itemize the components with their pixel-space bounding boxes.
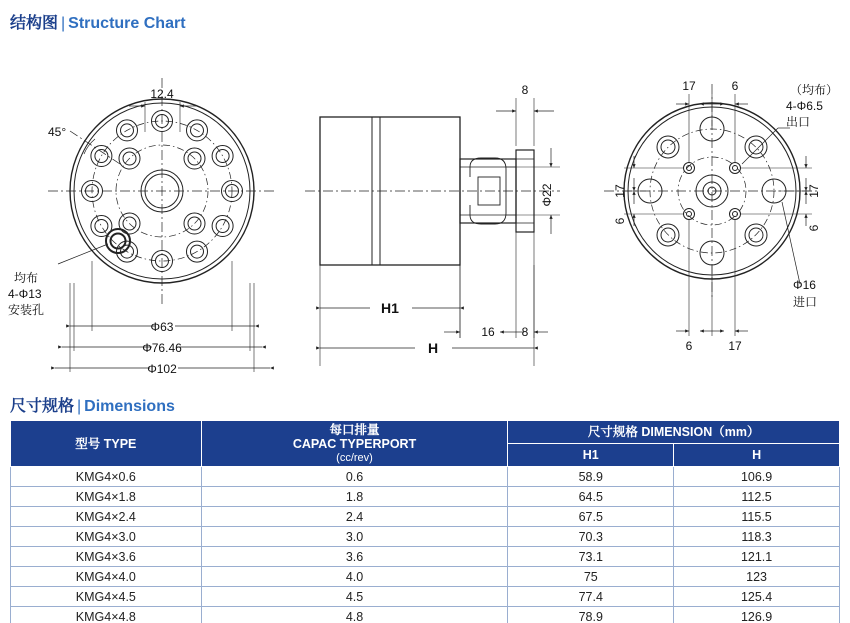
header-capacity (201, 421, 508, 467)
header-capacity-cn: 每口排量 (329, 423, 380, 437)
dimensions-heading-en: Dimensions (84, 398, 175, 415)
cell-h1: 77.4 (508, 587, 674, 607)
cell-capacity: 3.6 (201, 547, 508, 567)
side-dim-h1: H1 (381, 300, 399, 316)
cell-h1: 64.5 (508, 487, 674, 507)
side-dim-8-top: 8 (521, 83, 529, 97)
table-body (11, 467, 840, 623)
cell-type: KMG4×3.6 (11, 547, 202, 567)
table-row (11, 567, 840, 587)
rear-inlet-dim-phi16: Φ16 (793, 278, 816, 292)
header-capacity-unit: (cc/rev) (336, 451, 373, 464)
header-type-cn: 型号 (75, 436, 101, 451)
table-row (11, 527, 840, 547)
rear-note-outlet: 出口 (786, 115, 811, 129)
table-row (11, 587, 840, 607)
cell-capacity: 1.8 (201, 487, 508, 507)
front-note-mount-hole: 安装孔 (8, 303, 45, 317)
header-h: H (674, 444, 840, 467)
cell-type: KMG4×4.0 (11, 567, 202, 587)
dimensions-table (10, 420, 840, 623)
header-dimension-unit: （mm） (712, 424, 760, 439)
front-dim-phi7646: Φ76.46 (142, 341, 182, 355)
technical-drawing (0, 36, 850, 386)
front-note-4-phi13: 4-Φ13 (8, 287, 42, 301)
front-top-dim-12-4: 12.4 (150, 87, 174, 101)
rear-top-dim-6: 6 (731, 79, 739, 93)
table-row (11, 487, 840, 507)
header-dimension-cn: 尺寸规格 (587, 424, 638, 439)
table-row (11, 467, 840, 487)
structure-chart-heading (10, 10, 186, 33)
cell-type: KMG4×1.8 (11, 487, 202, 507)
dimensions-heading (10, 393, 175, 416)
cell-capacity: 3.0 (201, 527, 508, 547)
front-dim-phi63: Φ63 (150, 320, 174, 334)
cell-h: 106.9 (674, 467, 840, 487)
side-dim-16: 16 (481, 325, 495, 339)
cell-type: KMG4×0.6 (11, 467, 202, 487)
table-row (11, 547, 840, 567)
cell-h1: 78.9 (508, 607, 674, 623)
cell-h: 126.9 (674, 607, 840, 623)
rear-bottom-dim-17: 17 (728, 339, 742, 353)
table-row (11, 607, 840, 623)
cell-h: 123 (674, 567, 840, 587)
dimensions-heading-cn: 尺寸规格 (10, 398, 75, 415)
rear-top-dim-17: 17 (682, 79, 696, 93)
header-type (11, 421, 202, 467)
cell-h1: 67.5 (508, 507, 674, 527)
header-capacity-en: CAPAC TYPERPORT (292, 437, 417, 452)
cell-type: KMG4×4.8 (11, 607, 202, 623)
cell-h1: 73.1 (508, 547, 674, 567)
cell-capacity: 4.0 (201, 567, 508, 587)
cell-h1: 58.9 (508, 467, 674, 487)
table-header-row-top (11, 421, 840, 444)
cell-capacity: 4.5 (201, 587, 508, 607)
heading-separator-2: | (77, 398, 82, 415)
cell-h1: 70.3 (508, 527, 674, 547)
rear-note-junbu: （均布） (790, 83, 839, 97)
cell-h: 112.5 (674, 487, 840, 507)
rear-right-dim-6: 6 (807, 224, 821, 232)
table-row (11, 507, 840, 527)
cell-capacity: 0.6 (201, 467, 508, 487)
cell-type: KMG4×4.5 (11, 587, 202, 607)
rear-note-4-phi65: 4-Φ6.5 (786, 99, 823, 113)
rear-bottom-dim-6: 6 (685, 339, 693, 353)
side-dim-phi22: Φ22 (540, 183, 554, 207)
heading-separator: | (61, 15, 66, 32)
cell-h: 115.5 (674, 507, 840, 527)
structure-chart-heading-cn: 结构图 (10, 15, 59, 32)
cell-h: 118.3 (674, 527, 840, 547)
side-dim-8-bottom: 8 (521, 325, 529, 339)
cell-capacity: 2.4 (201, 507, 508, 527)
header-dimension-group (508, 421, 840, 444)
structure-chart-heading-en: Structure Chart (68, 15, 186, 32)
rear-left-dim-17: 17 (613, 184, 627, 198)
rear-left-dim-6: 6 (613, 217, 627, 225)
cell-capacity: 4.8 (201, 607, 508, 623)
rear-right-dim-17: 17 (807, 184, 821, 198)
header-type-en: TYPE (103, 436, 137, 451)
header-h1: H1 (508, 444, 674, 467)
table-header (11, 421, 840, 467)
header-dimension-en: DIMENSION (641, 424, 713, 439)
cell-h: 121.1 (674, 547, 840, 567)
cell-type: KMG4×2.4 (11, 507, 202, 527)
side-dim-h: H (427, 340, 439, 356)
cell-h: 125.4 (674, 587, 840, 607)
front-note-junbu: 均布 (14, 271, 39, 285)
cell-type: KMG4×3.0 (11, 527, 202, 547)
front-angle-45: 45° (48, 125, 67, 139)
rear-inlet-label: 进口 (793, 295, 818, 309)
cell-h1: 75 (508, 567, 674, 587)
front-dim-phi102: Φ102 (147, 362, 177, 376)
